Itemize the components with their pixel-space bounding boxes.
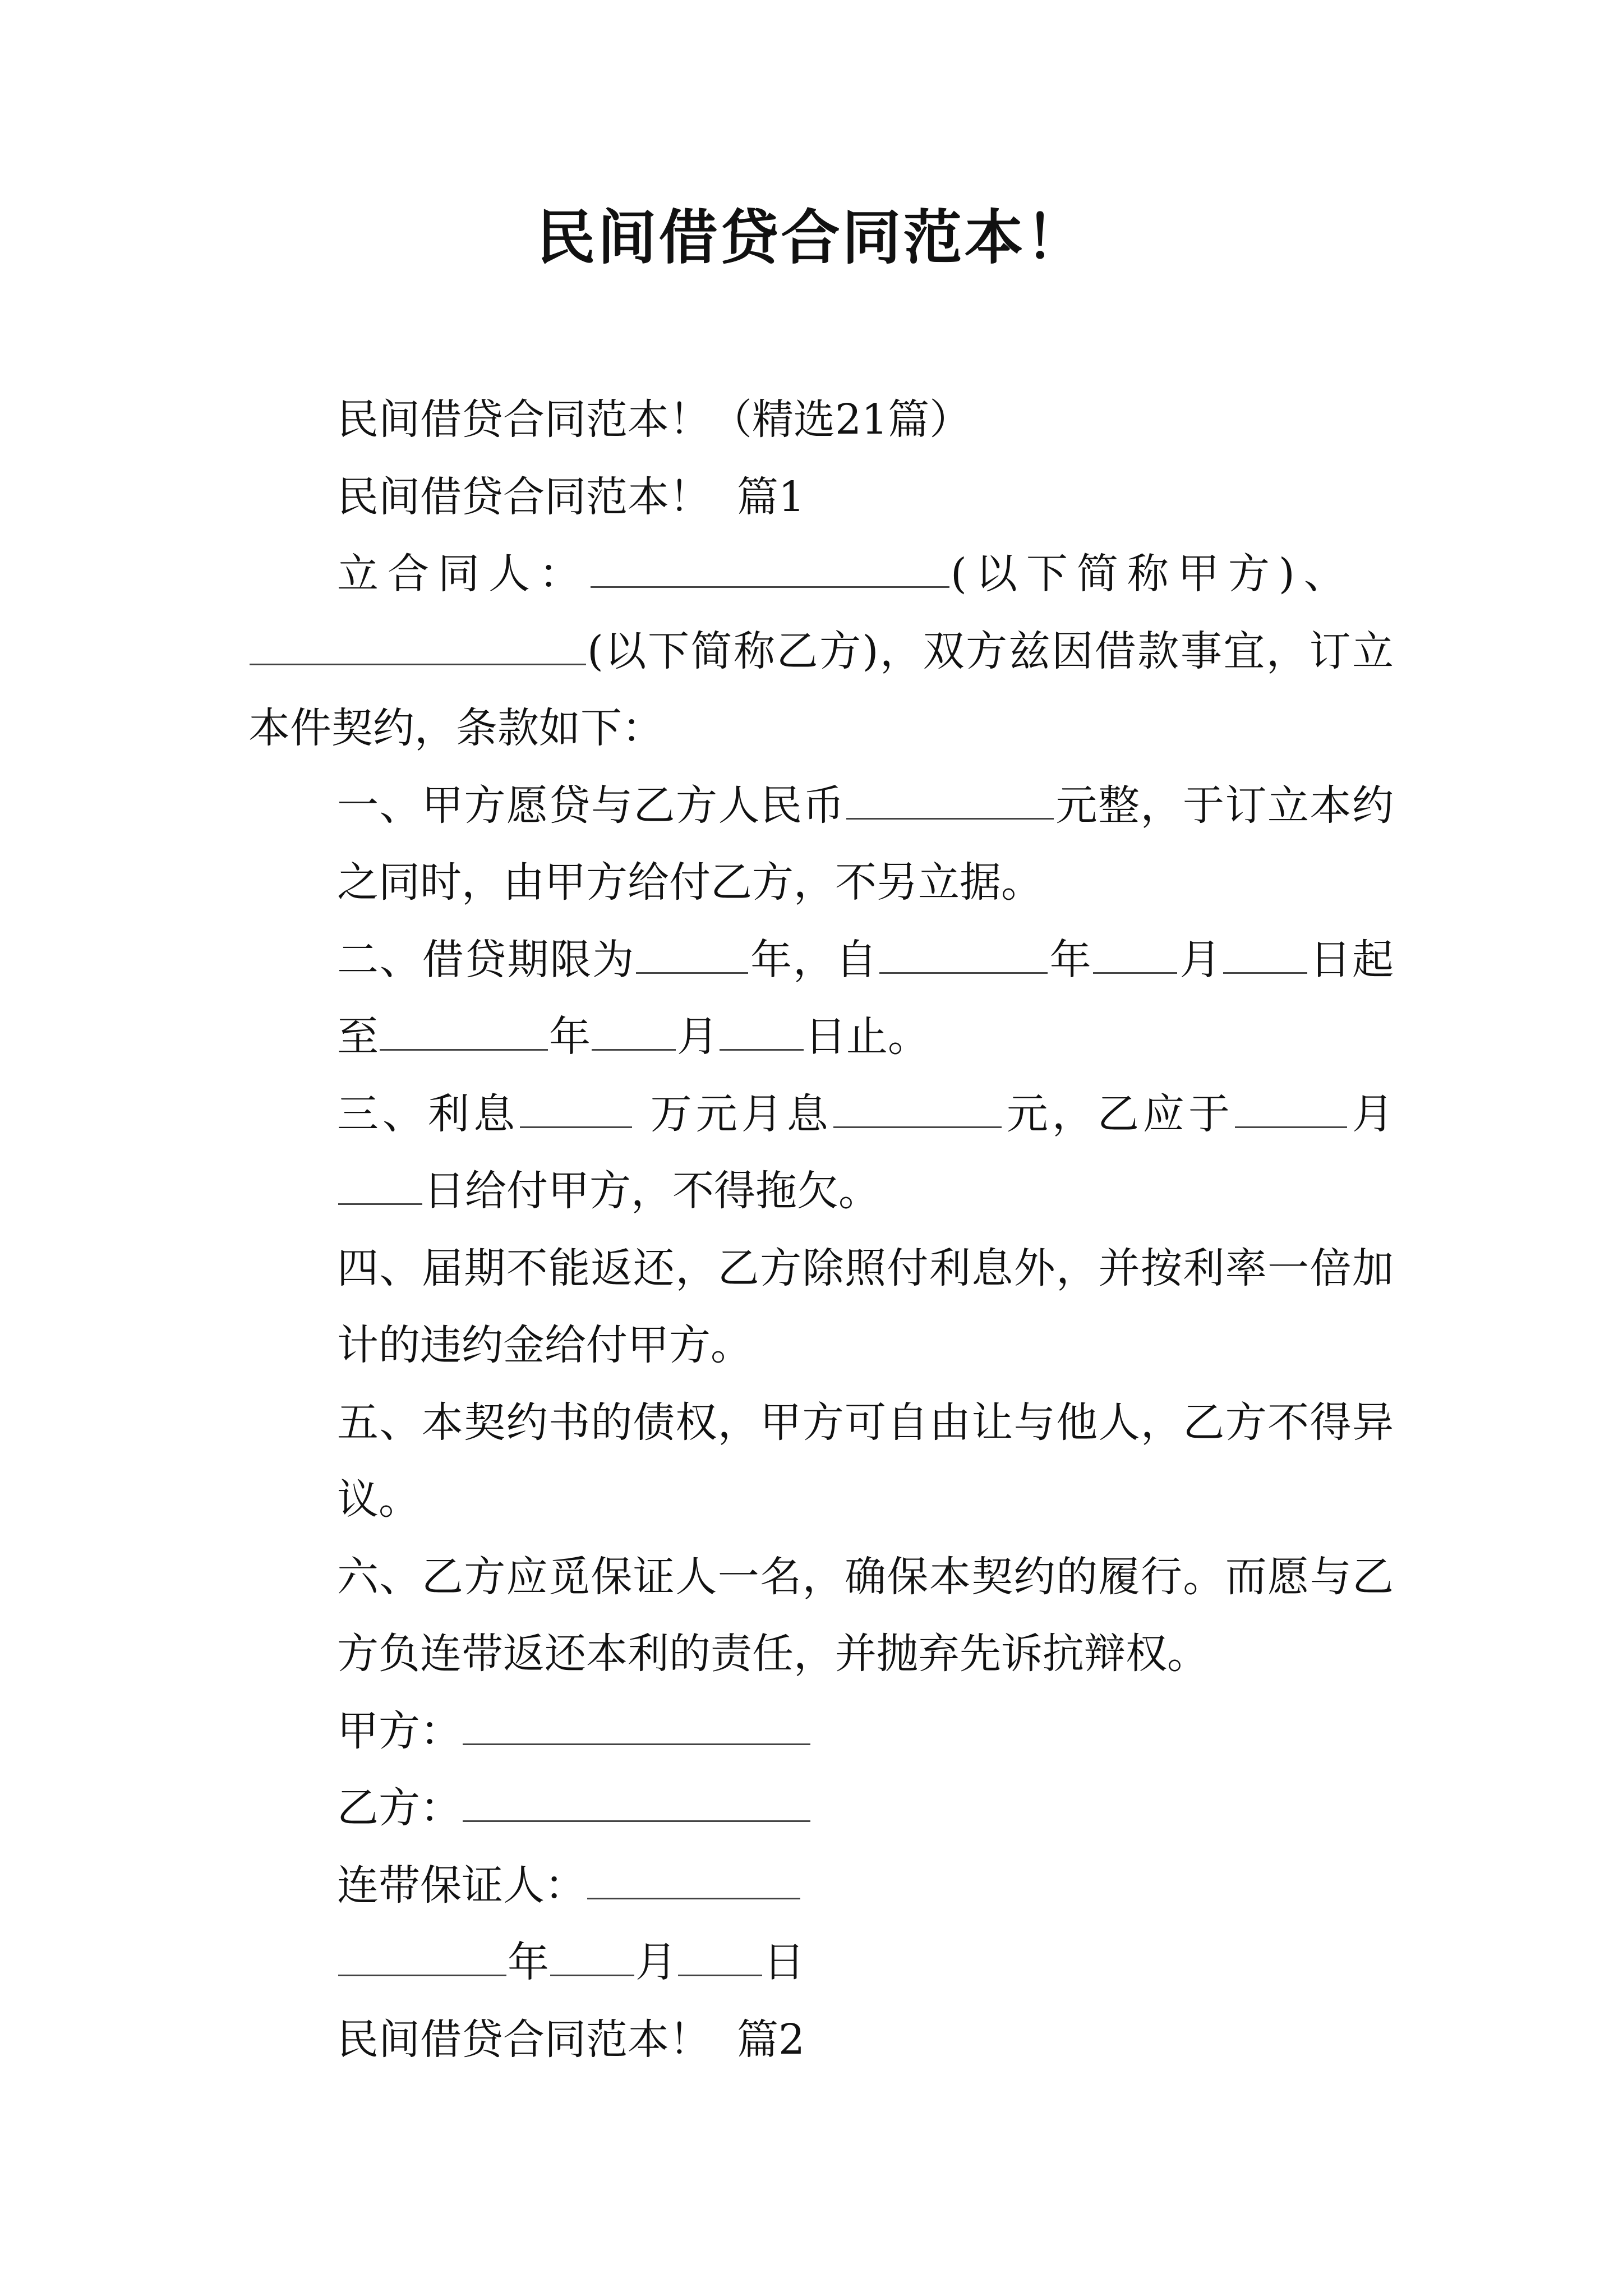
clause-2-text: 年	[1048, 935, 1092, 984]
date-year-label: 年	[508, 1938, 549, 1986]
document-subtitle: 民间借贷合同范本！（精选21篇）	[337, 395, 971, 444]
document-body	[248, 381, 1394, 2078]
party-a-note: (以下简称甲方)、	[951, 550, 1354, 598]
party-a-name-blank	[591, 553, 949, 588]
section-heading-2: 民间借贷合同范本！ 篇2	[337, 2015, 805, 2064]
party-a-signature-blank	[463, 1710, 810, 1745]
clause-2	[248, 922, 1394, 1076]
clause-1-end: 元整，于订立本约之同时，由甲方给付乙方，不另立据。	[337, 781, 1394, 907]
clause-3-text: 万元月息	[633, 1089, 832, 1138]
start-day-blank	[1223, 938, 1307, 974]
interest-blank	[520, 1093, 632, 1128]
clause-2-text: 年	[549, 1013, 591, 1061]
document-title: 民间借贷合同范本！	[536, 203, 1087, 272]
payment-month-blank	[1235, 1093, 1347, 1128]
signature-party-b	[248, 1770, 1394, 1847]
signature-party-a	[248, 1693, 1394, 1770]
term-years-blank	[636, 938, 748, 974]
clause-5: 五、本契约书的债权，甲方可自由让与他人，乙方不得异议。	[337, 1398, 1394, 1524]
signature-guarantor	[248, 1847, 1394, 1925]
clause-3-text: 元，乙应于	[1002, 1089, 1234, 1138]
date-year-blank	[338, 1941, 506, 1976]
clause-3	[248, 1076, 1394, 1230]
section-heading-1: 民间借贷合同范本！ 篇1	[337, 472, 805, 521]
party-b-note: (以下简称乙方)，双方兹因借款事宜，订立本件契约，条款如下：	[248, 627, 1394, 752]
clause-3-start: 三、利息	[337, 1089, 519, 1138]
party-b-label: 乙方：	[337, 1784, 462, 1832]
signature-date	[248, 1924, 1394, 2001]
parties-line-1	[248, 536, 1394, 613]
party-b-name-blank	[250, 630, 586, 665]
date-month-blank	[550, 1941, 634, 1976]
clause-4: 四、届期不能返还，乙方除照付利息外，并按利率一倍加计的违约金给付甲方。	[337, 1244, 1394, 1369]
clause-2-text: 月	[1178, 935, 1223, 984]
end-month-blank	[592, 1015, 676, 1051]
clause-2-text: 日起至	[337, 935, 1394, 1061]
clause-2-text: 日止。	[805, 1013, 929, 1061]
clause-3-text: 日给付甲方，不得拖欠。	[423, 1167, 880, 1215]
end-day-blank	[720, 1015, 804, 1051]
contract-parties-label: 立合同人：	[337, 550, 589, 598]
start-month-blank	[1093, 938, 1177, 974]
party-b-signature-blank	[463, 1787, 810, 1822]
guarantor-signature-blank	[587, 1864, 800, 1899]
clause-3-text: 月	[1348, 1089, 1394, 1138]
clause-6: 六、乙方应觅保证人一名，确保本契约的履行。而愿与乙方负连带返还本利的责任，并抛弃先诉抗辩权。	[337, 1552, 1394, 1678]
clause-1-start: 一、甲方愿贷与乙方人民币	[337, 781, 845, 830]
clause-2-start: 二、借贷期限为	[337, 935, 635, 984]
clause-2-text: 月	[677, 1013, 718, 1061]
parties-line-2	[248, 613, 1394, 767]
clause-1	[248, 767, 1394, 922]
end-year-blank	[380, 1015, 548, 1051]
date-month-label: 月	[635, 1938, 677, 1986]
clause-2-text: 年，自	[749, 935, 878, 984]
date-day-label: 日	[763, 1938, 805, 1986]
monthly-interest-blank	[833, 1093, 1002, 1128]
party-a-label: 甲方：	[337, 1706, 462, 1755]
loan-amount-blank	[846, 784, 1054, 820]
date-day-blank	[678, 1941, 762, 1976]
payment-day-blank	[338, 1170, 422, 1205]
guarantor-label: 连带保证人：	[337, 1861, 586, 1910]
start-year-blank	[879, 938, 1048, 974]
